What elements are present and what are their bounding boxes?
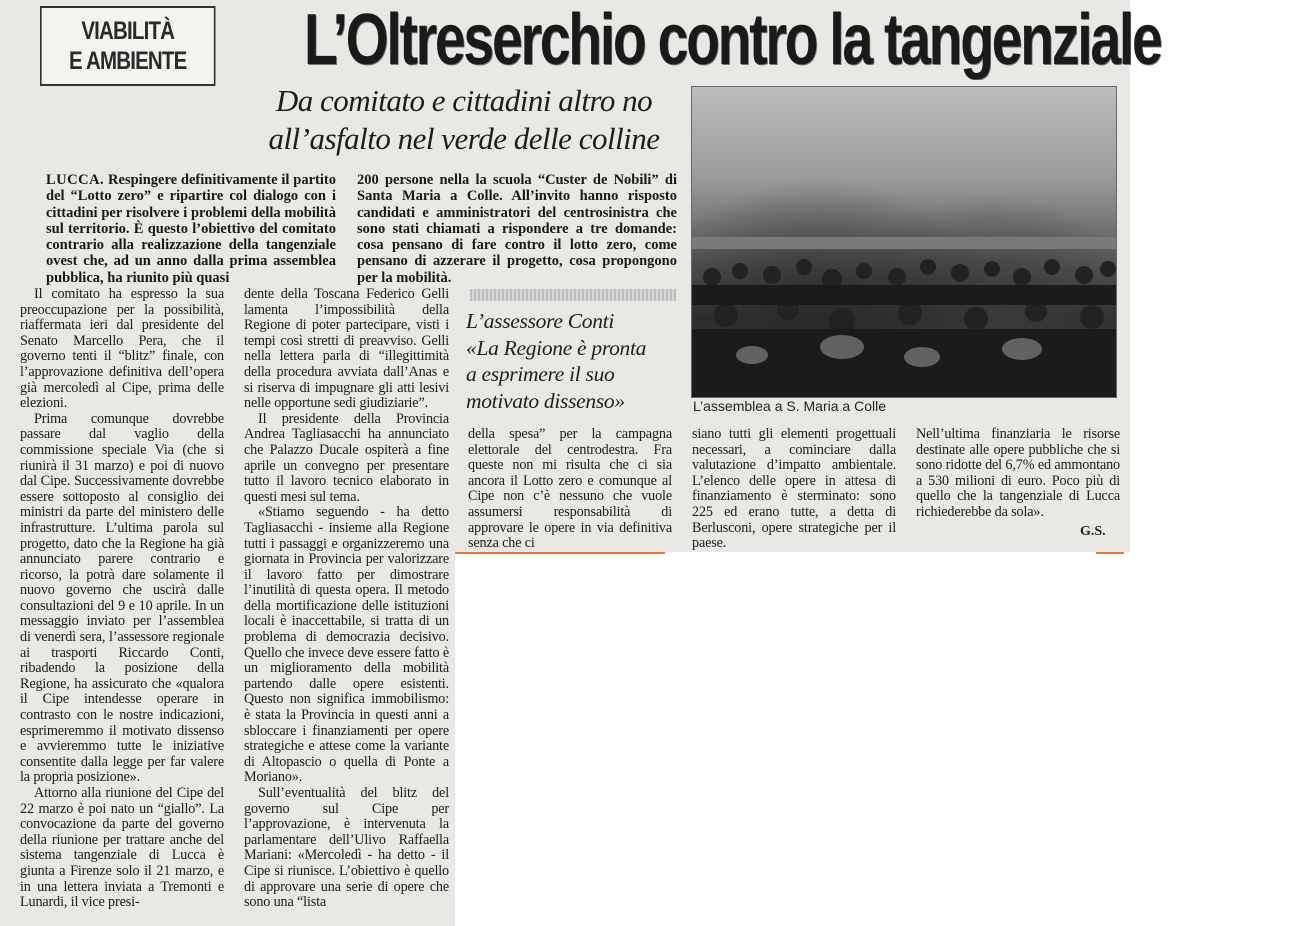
lead-paragraph-b: 200 persone nella la scuola “Custer de Nobili” di Santa Maria a Colle. All’invito hanno risposto candidati e amministratori del centrosinistra che sono stati chiamati a rispondere a tre domande: cosa pensano di fare contro il lotto zero, come pensano di azzerare il progetto, cosa propongono per la mobilità. [357, 172, 677, 286]
section-label [40, 6, 215, 86]
subtitle [244, 82, 684, 158]
paragraph: siano tutti gli elementi progettuali necessari, a cominciare dalla valutazione d’impatto ambientale. L’elenco delle opere in attesa di finanziamento è sterminato: sono 225 ed erano tutte, a detta di Berlusconi, opere strategiche per il paese. [692, 426, 896, 552]
paragraph: Il presidente della Provincia Andrea Tagliasacchi ha annunciato che Palazzo Ducale ospiterà a fine aprile un convegno per presentare tutto il lavoro tecnico elaborato in questi mesi sul tema. [244, 410, 449, 505]
pullquote-rule [470, 289, 676, 301]
paragraph: Il comitato ha espresso la sua preoccupazione per la possibilità, riaffermata ieri dal presidente del Senato Marcello Pera, che il governo tenti il “blitz” finale, con l’approvazione definitiva dell’opera già mercoledì al Cipe, prima delle elezioni. [20, 286, 224, 412]
section-label-line-1: VIABILITÀ [81, 17, 175, 45]
section-label-line-2: E AMBIENTE [69, 47, 187, 75]
author-initials: G.S. [1080, 524, 1106, 539]
orange-scan-edge [1096, 552, 1124, 554]
paragraph: «Stiamo seguendo - ha detto Tagliasacchi - insieme alla Regione tutti i passaggi e organizzeremo una giornata in Provincia per valorizzare il lavoro fatto per dimostrare l’inutilità di questa opera. Il metodo della mortificazione delle istituzioni locali è inaccettabile, si tratta di un problema di democrazia decisivo. Quello che invece deve essere fatto è un miglioramento della mobilità partendo dalle opere esistenti. Questo non significa immobilismo: è stata la Provincia in questi anni a sbloccare i finanziamenti per opere strategiche e attese come la variante di Altopascio o quella di Ponte a Moriano». [244, 504, 449, 786]
paragraph: Nell’ultima finanziaria le risorse destinate alle opere pubbliche che si sono ridotte del 6,7% ed ammontano a 530 milioni di euro. Poco più di quello che la tangenziale di Lucca richiederebbe da sola». [916, 426, 1120, 520]
orange-scan-edge [455, 552, 665, 554]
body-column-2 [244, 287, 449, 911]
pullquote-line-4: motivato dissenso» [466, 388, 625, 413]
pullquote-line-1: L’assessore Conti [466, 309, 615, 333]
pullquote [466, 308, 681, 414]
paragraph: Prima comunque dovrebbe passare dal vaglio della commissione speciale Via (che si riunirà il 31 marzo) e poi di nuovo dal Cipe. Successivamente dovrebbe essere sottoposto al consiglio dei ministri da parte del ministero delle infrastrutture. L’ultima parola sul progetto, dato che la Regione ha già annunciato parere contrario e ricorso, la potrà dare solamente il nuovo governo che uscirà dalle consultazioni del 9 e 10 aprile. In un messaggio inviato per l’assemblea di venerdì sera, l’assessore regionale ai trasporti Riccardo Conti, ribadendo la posizione della Regione, ha assicurato che «qualora il Cipe intendesse operare in contrasto con le nostre indicazioni, esprimeremmo il motivato dissenso e avvieremmo tutte le iniziative consentite dalla legge per far valere la propria posizione». [20, 410, 224, 786]
crowd-silhouette-icon [692, 237, 1117, 397]
paragraph: dente della Toscana Federico Gelli lamenta l’impossibilità della Regione di poter partecipare, visti i tempi così stretti di preavviso. Gelli nella lettera parla di “illegittimità della procedura avviata dall’Anas e si riserva di impugnare gli atti lesivi nelle opportune sedi giudiziarie”. [244, 286, 449, 412]
dateline: LUCCA. [46, 172, 105, 188]
body-column-4 [692, 427, 896, 552]
paragraph: della spesa” per la campagna elettorale del centrodestra. Fra queste non mi risulta che ci sia ancora il Lotto zero e comunque al Cipe non c’è nessuno che vuole assumersi responsabilità di approvare le opere in via definitiva senza che ci [468, 426, 672, 552]
body-column-5 [916, 427, 1120, 521]
body-column-1 [20, 287, 224, 911]
headline: L’Oltreserchio contro la tangenziale [304, 0, 1161, 80]
subtitle-line-1: Da comitato e cittadini altro no [275, 83, 653, 118]
body-column-3 [468, 427, 672, 552]
lead-paragraph-a [46, 172, 336, 286]
paragraph: Sull’eventualità del blitz del governo sul Cipe per l’approvazione, è intervenuta la parlamentare dell’Ulivo Raffaella Mariani: «Mercoledì - ha detto - il Cipe si riunisce. L’obiettivo è quello di approvare una serie di opere che sono una “lista [244, 785, 449, 911]
pullquote-line-2: «La Regione è pronta [466, 335, 647, 360]
pullquote-line-3: a esprimere il suo [466, 362, 615, 386]
subtitle-line-2: all’asfalto nel verde delle colline [268, 121, 660, 156]
lead-text-a: Respingere definitivamente il partito del “Lotto zero” e ripartire col dialogo con i cittadini per risolvere i problemi della mobilità sul territorio. È questo l’obiettivo del comitato contrario alla realizzazione della tangenziale ovest che, ad un anno dalla prima assemblea pubblica, ha riunito più quasi [46, 172, 336, 286]
paragraph: Attorno alla riunione del Cipe del 22 marzo è poi nato un “giallo”. La convocazione da parte del governo della riunione per trattare anche del sistema tangenziale di Lucca è giunta a Firenze solo il 21 marzo, e in una lettera inviata a Tremonti e Lunardi, il vice presi- [20, 785, 224, 911]
assembly-photo [691, 86, 1117, 398]
photo-caption: L’assemblea a S. Maria a Colle [693, 398, 886, 414]
